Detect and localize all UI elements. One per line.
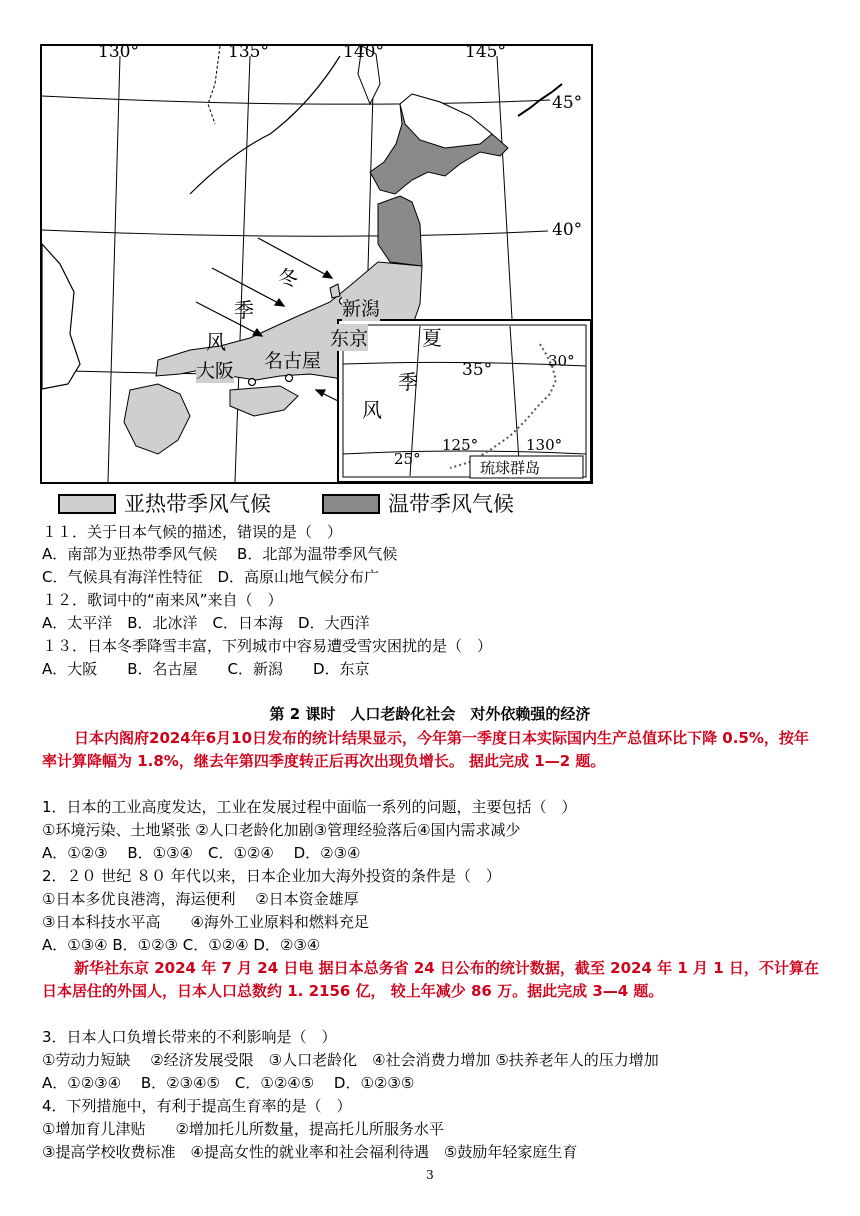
q2-items-2: ③日本科技水平高 ④海外工业原料和燃料充足 [42, 913, 369, 931]
q11-stem: １１．关于日本气候的描述，错误的是（ ） [42, 523, 343, 541]
lat-label-45: 45° [552, 93, 583, 113]
city-tokyo: 东京 [330, 324, 368, 351]
japan-climate-map [40, 44, 593, 484]
osaka-dot [249, 379, 256, 386]
city-nagoya: 名古屋 [264, 346, 321, 373]
section-title: 第 2 课时 人口老龄化社会 对外依赖强的经济 [269, 705, 591, 723]
legend-swatch-temperate [322, 494, 380, 514]
inset-lon-130: 130° [526, 436, 563, 454]
q4-items-2: ③提高学校收费标准 ④提高女性的就业率和社会福利待遇 ⑤鼓励年轻家庭生育 [42, 1143, 578, 1161]
lon-label-130: 130° [98, 42, 139, 62]
lon-label-135: 135° [228, 42, 269, 62]
lon-label-145: 145° [465, 42, 506, 62]
lat-label-35: 35° [462, 360, 493, 380]
legend-swatch-subtropical [58, 494, 116, 514]
page-number: 3 [426, 1168, 434, 1182]
q12-stem: １２．歌词中的“南来风”来自（ ） [42, 591, 283, 609]
q3-stem: 3．日本人口负增长带来的不利影响是（ ） [42, 1028, 337, 1046]
inset-title: 琉球群岛 [480, 459, 541, 477]
inset-lat-30: 30° [548, 352, 575, 370]
material-2: 新华社东京 2024 年 7 月 24 日电 据日本总务省 24 日公布的统计数据，截至 2024 年 1 月 1 日，不计算在日本居住的外国人，日本人口总数约 1. 2156 亿， 较上年减少 86 万。据此完成 3—4 题。 [42, 959, 819, 1000]
summer-char-1: 夏 [422, 326, 442, 350]
legend-label-temperate: 温带季风气候 [388, 492, 514, 516]
q13-options: A．大阪 B．名古屋 C．新潟 D．东京 [42, 660, 370, 678]
q1-stem: 1．日本的工业高度发达，工业在发展过程中面临一系列的问题，主要包括（ ） [42, 798, 577, 816]
q2-stem: 2．２０ 世纪 ８０ 年代以来，日本企业加大海外投资的条件是（ ） [42, 867, 501, 885]
inset-lat-25: 25° [394, 450, 421, 468]
summer-char-2: 季 [398, 370, 418, 394]
q3-items: ①劳动力短缺 ②经济发展受限 ③人口老龄化 ④社会消费力增加 ⑤扶养老年人的压力增加 [42, 1051, 659, 1069]
summer-char-3: 风 [362, 398, 382, 422]
material-1: 日本内阁府2024年6月10日发布的统计结果显示，今年第一季度日本实际国内生产总值环比下降 0.5%，按年率计算降幅为 1.8%，继去年第四季度转正后再次出现负增长。 据此完成 1—2 题。 [42, 729, 809, 770]
q11-options-cd: C．气候具有海洋性特征 D．高原山地气候分布广 [42, 568, 380, 586]
q4-stem: 4．下列措施中，有利于提高生育率的是（ ） [42, 1097, 352, 1115]
q3-options: A．①②③④ B．②③④⑤ C．①②④⑤ D．①②③⑤ [42, 1074, 415, 1092]
q13-stem: １３．日本冬季降雪丰富，下列城市中容易遭受雪灾困扰的是（ ） [42, 637, 493, 655]
q1-options: A．①②③ B．①③④ C．①②④ D．②③④ [42, 844, 361, 862]
lat-label-40: 40° [552, 220, 583, 240]
winter-char-2: 季 [234, 298, 254, 322]
q2-options: A．①③④ B．①②③ C．①②④ D．②③④ [42, 936, 321, 954]
q11-options-ab: A．南部为亚热带季风气候 B．北部为温带季风气候 [42, 545, 398, 563]
city-osaka: 大阪 [196, 356, 234, 383]
q12-options: A．太平洋 B．北冰洋 C．日本海 D．大西洋 [42, 614, 370, 632]
winter-char-3: 风 [206, 330, 226, 354]
map-legend [40, 490, 600, 520]
inset-lon-125: 125° [442, 436, 479, 454]
legend-label-subtropical: 亚热带季风气候 [124, 492, 271, 516]
city-niigata: 新潟 [342, 294, 380, 321]
q2-items-1: ①日本多优良港湾，海运便利 ②日本资金雄厚 [42, 890, 359, 908]
q1-items: ①环境污染、土地紧张 ②人口老龄化加剧③管理经验落后④国内需求减少 [42, 821, 521, 839]
winter-char-1: 冬 [278, 266, 298, 290]
map-svg [40, 44, 593, 484]
nagoya-dot [286, 375, 293, 382]
q4-items-1: ①增加育儿津贴 ②增加托儿所数量，提高托儿所服务水平 [42, 1120, 444, 1138]
lon-label-140: 140° [343, 42, 384, 62]
